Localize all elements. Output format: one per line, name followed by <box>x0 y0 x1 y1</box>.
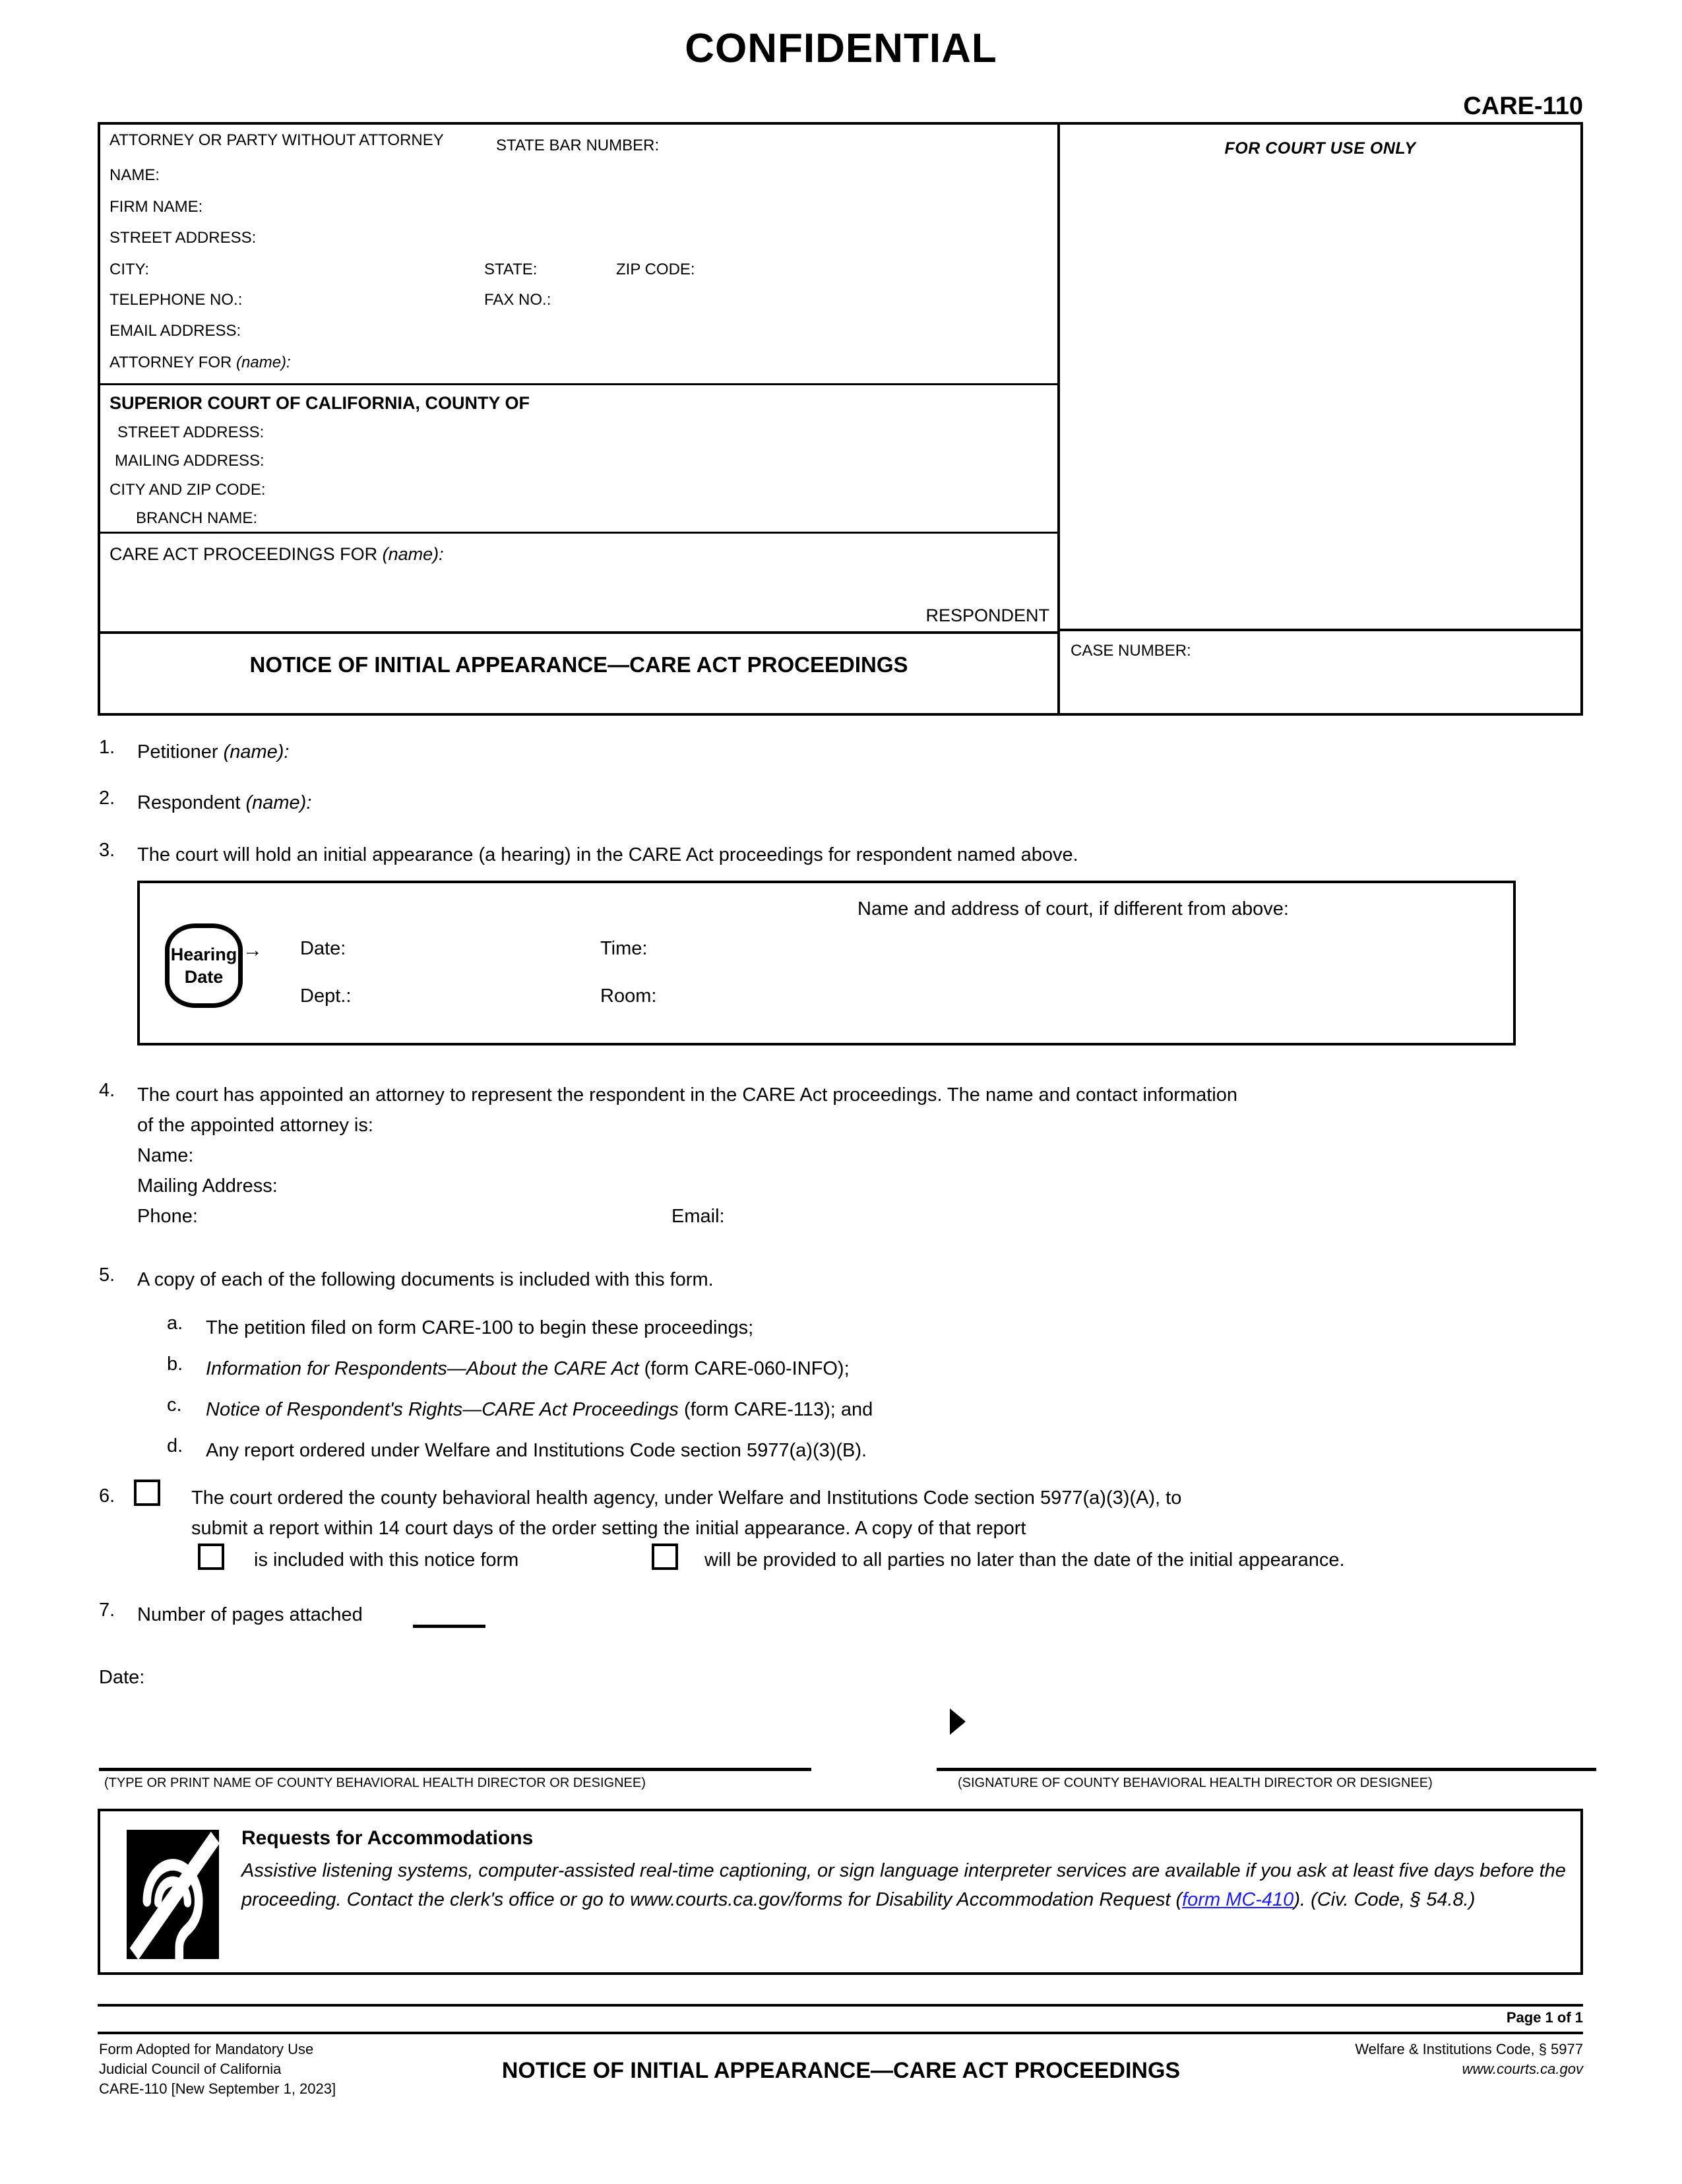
item-2-number: 2. <box>99 788 115 809</box>
item-5-text: A copy of each of the following documents is included with this form. <box>137 1269 714 1290</box>
attorney-email-label: EMAIL ADDRESS: <box>109 322 241 340</box>
case-number-label: CASE NUMBER: <box>1071 642 1191 660</box>
state-bar-label: STATE BAR NUMBER: <box>496 137 660 154</box>
accommodations-text <box>241 1856 1569 1914</box>
for-court-use-only-label: FOR COURT USE ONLY <box>1224 139 1416 158</box>
case-number-box <box>1060 629 1580 713</box>
hearing-date-label: Date: <box>300 938 346 959</box>
item-5b-letter: b. <box>167 1354 183 1375</box>
firm-name-label: FIRM NAME: <box>109 198 203 216</box>
item-5c-plain: (form CARE-113); and <box>678 1399 873 1420</box>
accommodations-heading: Requests for Accommodations <box>241 1827 534 1849</box>
item-6-option-1-checkbox[interactable] <box>198 1544 224 1570</box>
item-5c-text <box>206 1394 873 1425</box>
item-4-line-1: The court has appointed an attorney to represent the respondent in the CARE Act proceedings. The name and contact information <box>137 1084 1237 1106</box>
item-5-number: 5. <box>99 1264 115 1286</box>
item-1-number: 1. <box>99 737 115 758</box>
page-number: Page 1 of 1 <box>1506 2009 1583 2026</box>
item-3-number: 3. <box>99 840 115 861</box>
footer-rule-top <box>98 2004 1583 2007</box>
hearing-dept-label: Dept.: <box>300 985 352 1007</box>
signature-caption: (SIGNATURE OF COUNTY BEHAVIORAL HEALTH DIRECTOR OR DESIGNEE) <box>958 1776 1433 1790</box>
item-5c-letter: c. <box>167 1394 182 1416</box>
court-city-zip-label: CITY AND ZIP CODE: <box>109 481 266 499</box>
item-5c-italic: Notice of Respondent's Rights—CARE Act Proceedings <box>206 1399 679 1420</box>
item-7-fill-line[interactable] <box>413 1625 485 1628</box>
item-6-line-2: submit a report within 14 court days of the order setting the initial appearance. A copy of that report <box>191 1518 1026 1539</box>
item-6-option-2-checkbox[interactable] <box>652 1544 678 1570</box>
item-6-number: 6. <box>99 1485 115 1507</box>
court-section <box>100 385 1057 534</box>
form-mc-410-link[interactable]: form MC-410 <box>1182 1889 1294 1910</box>
attorney-heading: ATTORNEY OR PARTY WITHOUT ATTORNEY <box>109 131 444 149</box>
item-1-italic: (name): <box>223 741 290 763</box>
item-7-text: Number of pages attached <box>137 1604 363 1625</box>
item-5d-letter: d. <box>167 1435 183 1456</box>
form-title-section <box>100 634 1057 713</box>
attorney-name-label: NAME: <box>109 166 160 184</box>
footer-right-line-1: Welfare & Institutions Code, § 5977 <box>1355 2041 1583 2057</box>
item-6-checkbox[interactable] <box>134 1480 160 1506</box>
attorney-section <box>100 125 1057 385</box>
signature-line[interactable] <box>937 1768 1596 1771</box>
footer-form-title: NOTICE OF INITIAL APPEARANCE—CARE ACT PROCEEDINGS <box>501 2058 1181 2083</box>
item-6-option-2-label: will be provided to all parties no later than the date of the initial appearance. <box>704 1549 1345 1571</box>
item-3-text: The court will hold an initial appearance (a hearing) in the CARE Act proceedings for respondent named above. <box>137 844 1078 865</box>
item-1-text <box>137 737 290 767</box>
attorney-telephone-label: TELEPHONE NO.: <box>109 291 243 309</box>
hearing-badge-line2: Date <box>184 967 224 987</box>
attorney-for-label <box>109 354 291 372</box>
item-4-email-label: Email: <box>671 1206 725 1227</box>
footer-left-line-3: CARE-110 [New September 1, 2023] <box>99 2080 336 2097</box>
accommodations-line-1: Assistive listening systems, computer-assisted real-time captioning, or sign language interpreter services are available if <box>241 1860 1256 1881</box>
item-6-line-1: The court ordered the county behavioral health agency, under Welfare and Institutions Code section 5977(a)(3)(A), to <box>191 1487 1182 1509</box>
respondent-label: RESPONDENT <box>925 606 1049 625</box>
accommodations-site: www.courts.ca.gov/forms <box>630 1889 843 1910</box>
item-6-option-1-label: is included with this notice form <box>254 1549 519 1571</box>
attorney-fax-label: FAX NO.: <box>484 291 551 309</box>
item-5b-text <box>206 1354 850 1384</box>
confidential-title: CONFIDENTIAL <box>685 26 997 71</box>
footer-rule-bottom <box>98 2032 1583 2034</box>
footer-left-line-2: Judicial Council of California <box>99 2061 282 2077</box>
item-2-label: Respondent <box>137 792 246 813</box>
attorney-zip-label: ZIP CODE: <box>616 261 695 278</box>
attorney-for-italic: (name): <box>236 354 291 371</box>
accommodations-line-2a: you ask at least five days before the proceeding. Contact the clerk's office or go to <box>241 1860 1566 1910</box>
item-4-phone-label: Phone: <box>137 1206 198 1227</box>
court-street-label: STREET ADDRESS: <box>117 423 265 441</box>
superior-court-heading: SUPERIOR COURT OF CALIFORNIA, COUNTY OF <box>109 393 530 413</box>
accommodations-form-name: Disability Accommodation Request <box>875 1889 1171 1910</box>
item-4-mailing-address-label: Mailing Address: <box>137 1175 278 1197</box>
item-2-italic: (name): <box>245 792 312 813</box>
item-1-label: Petitioner <box>137 741 224 763</box>
attorney-street-label: STREET ADDRESS: <box>109 229 257 247</box>
form-title: NOTICE OF INITIAL APPEARANCE—CARE ACT PROCEEDINGS <box>249 652 908 677</box>
hearing-date-badge <box>165 923 243 1008</box>
hearing-time-label: Time: <box>600 938 648 959</box>
accommodations-paren: ( <box>1170 1889 1183 1910</box>
date-label: Date: <box>99 1667 145 1688</box>
court-address-note: Name and address of court, if different from above: <box>857 898 1289 920</box>
attorney-for-text: ATTORNEY FOR <box>109 354 237 371</box>
item-5a-text: The petition filed on form CARE-100 to begin these proceedings; <box>206 1317 754 1338</box>
footer-right-line-2: www.courts.ca.gov <box>1462 2061 1583 2077</box>
accommodations-line-3b: ). (Civ. Code, § 54.8.) <box>1293 1889 1476 1910</box>
assistive-listening-icon <box>127 1830 219 1959</box>
party-section <box>100 534 1057 634</box>
item-5a-letter: a. <box>167 1313 183 1334</box>
caption-left-column <box>100 125 1060 713</box>
footer-right <box>1355 2040 1583 2079</box>
caption-right-column <box>1060 125 1580 713</box>
hearing-badge-line1: Hearing <box>170 945 237 964</box>
attorney-city-label: CITY: <box>109 261 150 278</box>
item-4-line-2: of the appointed attorney is: <box>137 1115 373 1136</box>
item-7-number: 7. <box>99 1600 115 1621</box>
form-number: CARE-110 <box>1463 92 1583 120</box>
signature-pointer-icon <box>950 1708 966 1735</box>
item-5d-text: Any report ordered under Welfare and Institutions Code section 5977(a)(3)(B). <box>206 1440 867 1461</box>
caption-box <box>98 122 1583 716</box>
court-branch-label: BRANCH NAME: <box>136 509 258 527</box>
care-act-proceedings-text: CARE ACT PROCEEDINGS FOR <box>109 544 383 564</box>
print-name-line[interactable] <box>99 1768 811 1771</box>
court-mailing-label: MAILING ADDRESS: <box>115 452 265 470</box>
footer-left-line-1: Form Adopted for Mandatory Use <box>99 2041 314 2057</box>
item-5b-plain: (form CARE-060-INFO); <box>639 1358 850 1379</box>
accommodations-box <box>98 1809 1583 1975</box>
item-5b-italic: Information for Respondents—About the CARE Act <box>206 1358 639 1379</box>
care-act-proceedings-italic: (name): <box>382 544 444 564</box>
print-name-caption: (TYPE OR PRINT NAME OF COUNTY BEHAVIORAL HEALTH DIRECTOR OR DESIGNEE) <box>104 1776 646 1790</box>
hearing-room-label: Room: <box>600 985 657 1007</box>
item-4-number: 4. <box>99 1080 115 1101</box>
item-4-name-label: Name: <box>137 1145 194 1166</box>
care-act-proceedings-for-label <box>109 544 444 565</box>
hearing-arrow-icon: → <box>243 939 263 961</box>
accommodations-line-2b: for <box>842 1889 871 1910</box>
attorney-state-label: STATE: <box>484 261 538 278</box>
item-2-text <box>137 788 311 818</box>
